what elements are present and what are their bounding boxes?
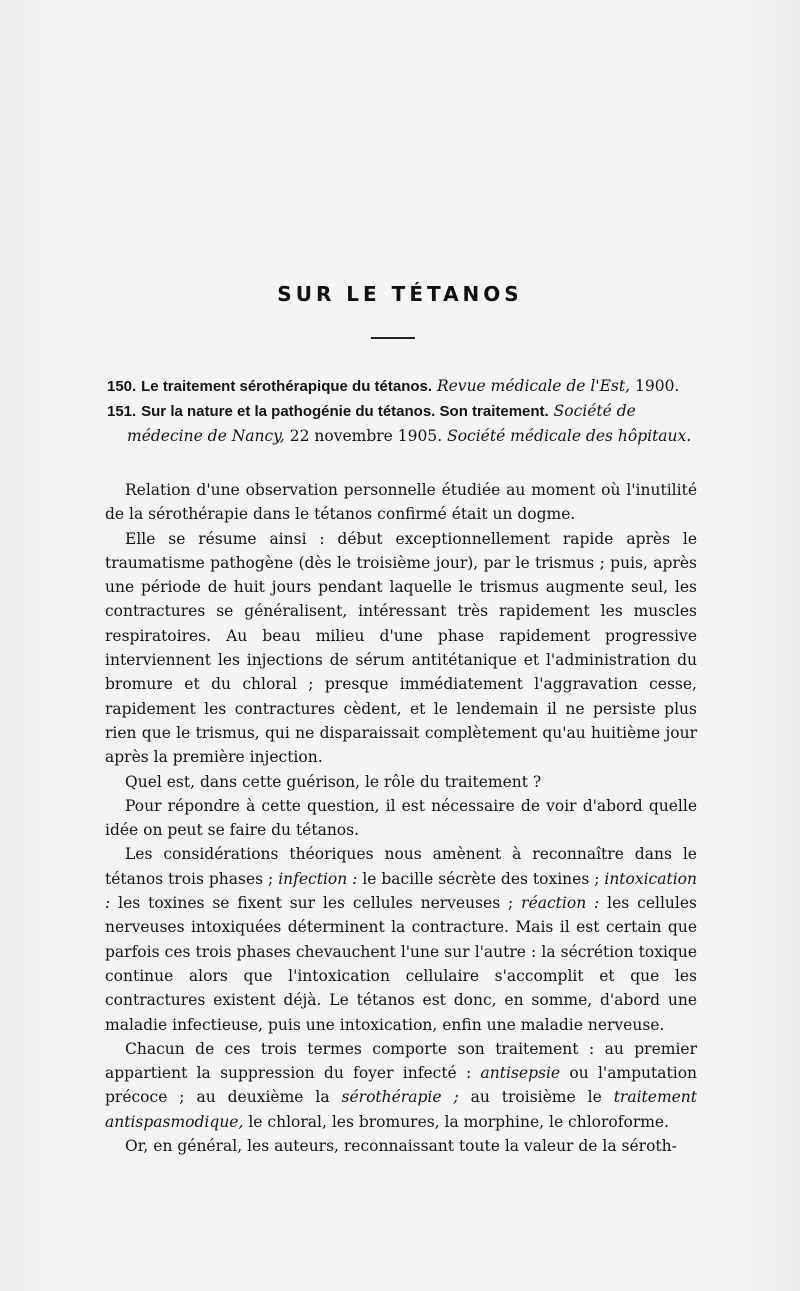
reference-151-continued [107, 424, 697, 448]
text-run: Les considérations théoriques nous amènent à reconnaître dans le tétanos trois phases ; [105, 845, 697, 888]
text-run: ou l'amputation précoce ; au deuxième la [105, 1064, 698, 1107]
reference-source: Société de [553, 402, 636, 420]
text-run: les cellules nerveuses intoxiquées déterminent la contracture. Mais il est certain que parfois ces trois phases chevauchent l'une sur l'autre : la sécrétion toxique continue alors que l'intoxication cellulaire s'accomplit et que les contractures existent déjà. Le tétanos est donc, en somme, d'abord une maladie infectieuse, puis une intoxication, enfin une maladie nerveuse. [105, 894, 697, 1034]
term-reaction: réaction : [521, 894, 600, 913]
reference-date: 22 novembre 1905. [289, 427, 443, 445]
paragraph [105, 1037, 697, 1134]
paragraph: Or, en général, les auteurs, reconnaissant toute la valeur de la séroth- [125, 1137, 677, 1156]
term-traitement-antispasmodique: traitement antispasmodique, [105, 1088, 698, 1131]
body-text [105, 478, 697, 1158]
reference-151 [107, 399, 697, 424]
paragraph: Elle se résume ainsi : début exceptionnellement rapide après le traumatisme pathogène (dès le troisième jour), par le trismus ; puis, après une période de huit jours pendant laquelle le trismus augmente seul, les contractures se généralisent, intéressant très rapidement les muscles respiratoires. Au beau milieu d'une phase rapidement progressive interviennent les injections de sérum antitétanique et l'administration du bromure et du chloral ; presque immédiatement l'aggravation cesse, rapidement les contractures cèdent, et le lendemain il ne persiste plus rien que le trismus, qui ne disparaissait complètement qu'au huitième jour après la première injection. [105, 529, 697, 767]
term-infection: infection : [278, 869, 358, 888]
term-antisepsie: antisepsie [480, 1064, 561, 1083]
text-run: au troisième le [470, 1088, 602, 1107]
page-title: SUR LE TÉTANOS [277, 282, 523, 306]
paragraph [105, 842, 697, 1036]
reference-list [107, 374, 697, 448]
title-rule-divider [371, 337, 415, 339]
reference-title: Le traitement sérothérapique du tétanos. [141, 378, 433, 395]
reference-source: médecine de Nancy, [127, 427, 285, 445]
reference-number: 150. [107, 378, 137, 395]
text-run: le bacille sécrète des toxines ; [362, 869, 600, 888]
term-intoxication: intoxication : [105, 869, 697, 913]
text-run: les toxines se fixent sur les cellules nerveuses ; [118, 894, 514, 913]
reference-150 [107, 374, 697, 399]
reference-number: 151. [107, 403, 137, 420]
term-serotherapie: sérothérapie ; [341, 1088, 459, 1107]
reference-source: Revue médicale de l'Est, [436, 377, 631, 395]
paragraph: Quel est, dans cette guérison, le rôle du traitement ? [125, 772, 542, 791]
text-run: Chacun de ces trois termes comporte son traitement : au premier appartient la suppression du foyer infecté : [105, 1039, 697, 1083]
paragraph: Relation d'une observation personnelle étudiée au moment où l'inutilité de la sérothérapie dans le tétanos confirmé était un dogme. [105, 481, 697, 524]
reference-date: 1900. [634, 377, 680, 395]
reference-source-secondary: Société médicale des hôpitaux. [447, 427, 692, 445]
paragraph: Pour répondre à cette question, il est nécessaire de voir d'abord quelle idée on peut se faire du tétanos. [105, 796, 697, 840]
text-run: le chloral, les bromures, la morphine, le chloroforme. [248, 1112, 670, 1131]
reference-title: Sur la nature et la pathogénie du tétanos. Son traitement. [141, 403, 549, 420]
